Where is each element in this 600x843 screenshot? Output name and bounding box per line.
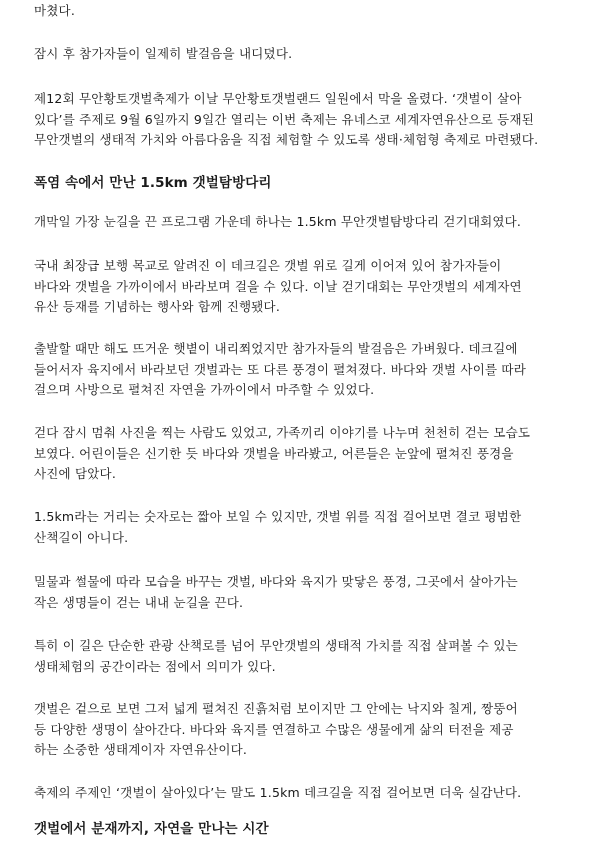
paragraph-walk-event: 개막일 가장 눈길을 끈 프로그램 가운데 하나는 1.5km 무안갯벌탐방다리 걷기대회였다. bbox=[34, 214, 522, 229]
paragraph-deck-road: 국내 최장급 보행 목교로 알려진 이 데크길은 갯벌 위로 길게 이어져 있어 참가자들이 바다와 갯벌을 가까이에서 바라보며 걸을 수 있다. 이날 걷기대회는 무안갯벌의 세계자연 유산 등재를 기념하는 행사와 함께 진행됐다. bbox=[34, 258, 522, 314]
paragraph-festival-opening: 제12회 무안황토갯벌축제가 이날 무안황토갯벌랜드 일원에서 막을 올렸다. ‘갯벌이 살아 있다’를 주제로 9월 6일까지 9일간 열리는 이번 축제는 유네스코 세계자연유산으로 등재된 무안갯벌의 생태적 가치와 아름다움을 직접 체험할 수 있도록 생태·체험형 축제로 마련됐다. bbox=[34, 91, 539, 147]
section-heading-bridge-walk: 폭염 속에서 만난 1.5km 갯벌탐방다리 bbox=[34, 175, 272, 191]
paragraph-eco-experience: 특히 이 길은 단순한 관광 산책로를 넘어 무안갯벌의 생태적 가치를 직접 살펴볼 수 있는 생태체험의 공간이라는 점에서 의미가 있다. bbox=[34, 638, 518, 674]
paragraph-tides: 밀물과 썰물에 따라 모습을 바꾸는 갯벌, 바다와 육지가 맞닿은 풍경, 그곳에서 살아가는 작은 생명들이 걷는 내내 눈길을 끈다. bbox=[34, 574, 518, 610]
paragraph-intro-tail: 마쳤다. bbox=[34, 3, 75, 18]
paragraph-departure: 출발할 때만 해도 뜨거운 햇볕이 내리쬐었지만 참가자들의 발걸음은 가벼웠다. 데크길에 들어서자 육지에서 바라보던 갯벌과는 또 다른 풍경이 펼쳐졌다. 바다와 갯벌 사이를 따라 걸으며 사방으로 펼쳐진 자연을 가까이에서 마주할 수 있었다. bbox=[34, 341, 526, 397]
paragraph-photos: 걷다 잠시 멈춰 사진을 찍는 사람도 있었고, 가족끼리 이야기를 나누며 천천히 걷는 모습도 보였다. 어린이들은 신기한 듯 바다와 갯벌을 바라봤고, 어른들은 눈앞에 펼쳐진 풍경을 사진에 담았다. bbox=[34, 425, 531, 481]
paragraph-theme: 축제의 주제인 ‘갯벌이 살아있다’는 말도 1.5km 데크길을 직접 걸어보면 더욱 실감난다. bbox=[34, 785, 522, 800]
paragraph-mudflat-life: 갯벌은 겉으로 보면 그저 넓게 펼쳐진 진흙처럼 보이지만 그 안에는 낙지와 칠게, 짱뚱어 등 다양한 생명이 살아간다. 바다와 육지를 연결하고 수많은 생물에게 삶의 터전을 제공 하는 소중한 생태계이자 자연유산이다. bbox=[34, 701, 518, 757]
section-heading-bonsai: 갯벌에서 분재까지, 자연을 만나는 시간 bbox=[34, 821, 269, 837]
paragraph-distance: 1.5km라는 거리는 숫자로는 짧아 보일 수 있지만, 갯벌 위를 직접 걸어보면 결코 평범한 산책길이 아니다. bbox=[34, 509, 522, 545]
paragraph-intro: 잠시 후 참가자들이 일제히 발걸음을 내디뎠다. bbox=[34, 46, 293, 61]
